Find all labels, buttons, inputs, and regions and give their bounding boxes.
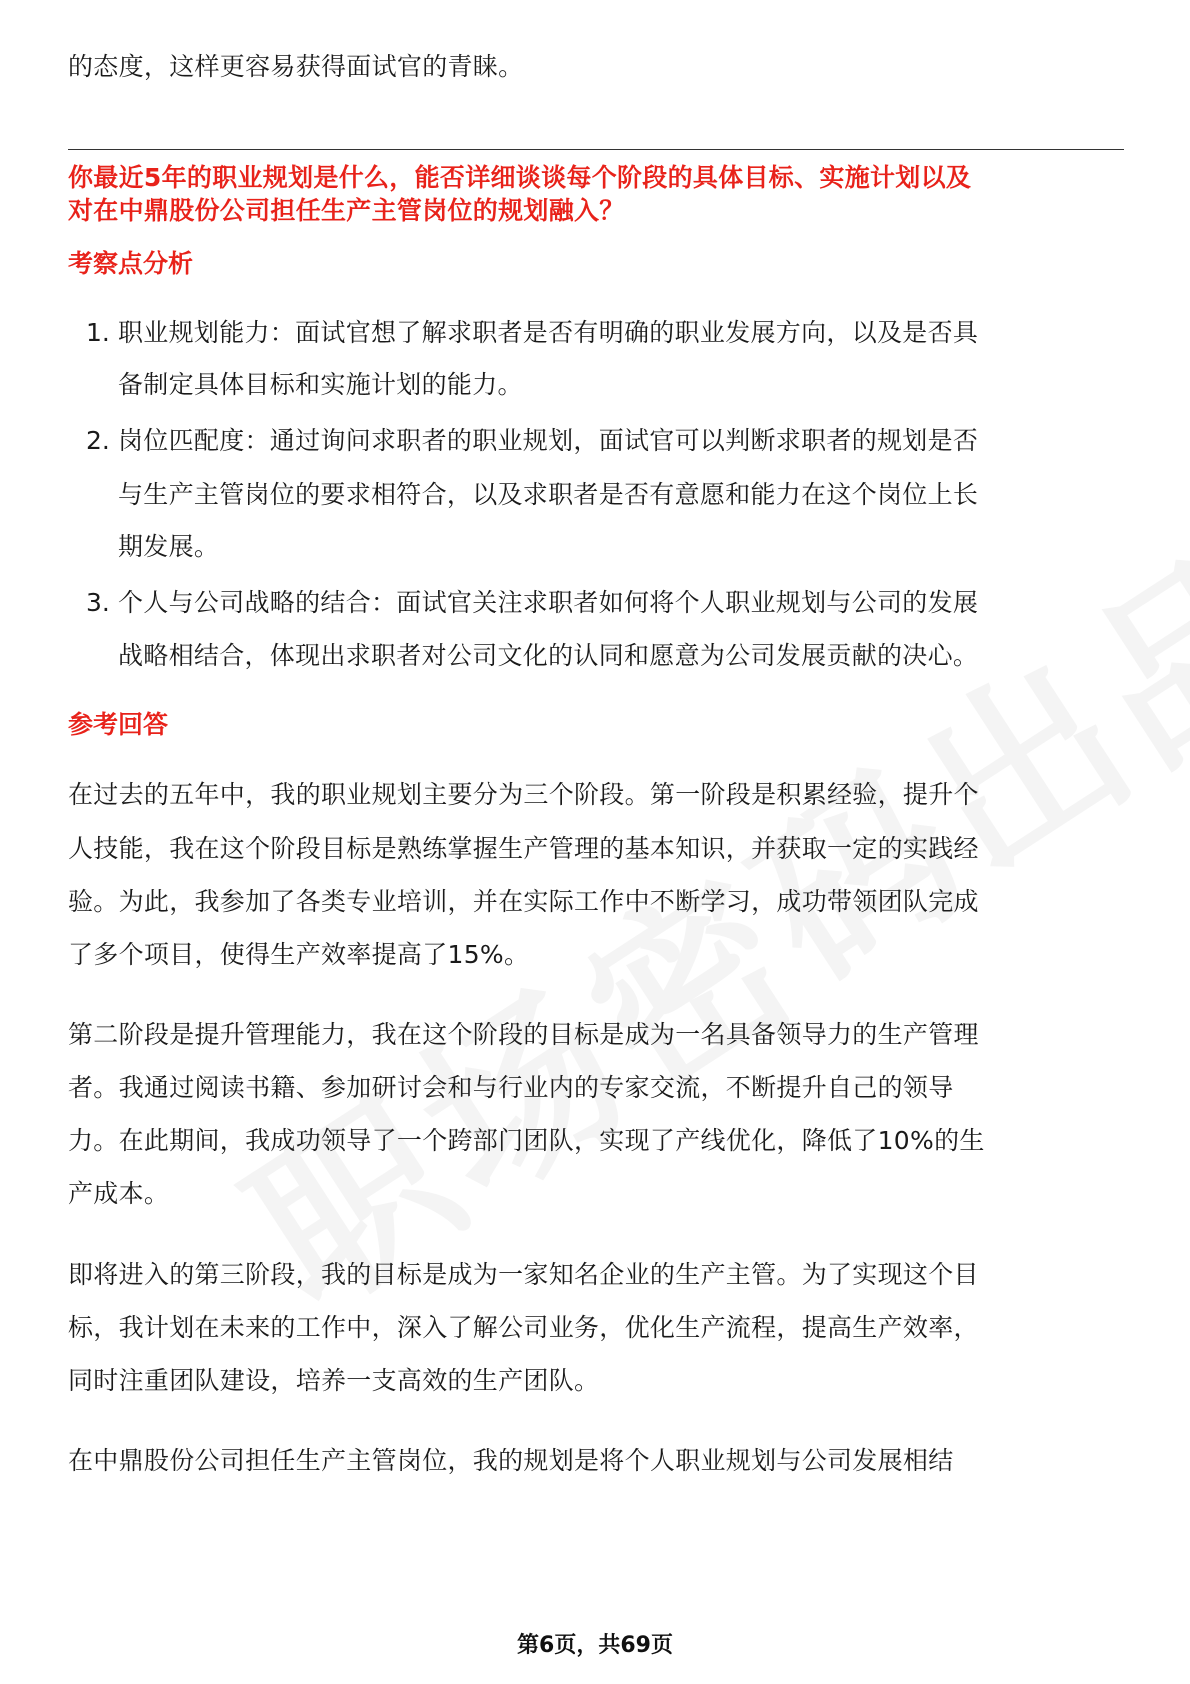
analysis-item-2-line-3: 期发展。 [118, 532, 220, 561]
answer-paragraph-1-line-3: 验。为此，我参加了各类专业培训，并在实际工作中不断学习，成功带领团队完成 [68, 887, 979, 916]
section-divider [68, 149, 1124, 150]
page-footer: 第6页，共69页 [517, 1633, 673, 1658]
answer-paragraph-3-line-3: 同时注重团队建设，培养一支高效的生产团队。 [68, 1366, 600, 1395]
answer-paragraph-2-line-2: 者。我通过阅读书籍、参加研讨会和与行业内的专家交流，不断提升自己的领导 [68, 1073, 954, 1102]
intro-tail-text: 的态度，这样更容易获得面试官的青睐。 [68, 52, 524, 81]
answer-paragraph-1-line-4: 了多个项目，使得生产效率提高了15%。 [68, 940, 530, 969]
analysis-item-3-number: 3. [86, 588, 110, 617]
analysis-item-2-line-2: 与生产主管岗位的要求相符合，以及求职者是否有意愿和能力在这个岗位上长 [118, 480, 979, 509]
answer-paragraph-3-line-2: 标，我计划在未来的工作中，深入了解公司业务，优化生产流程，提高生产效率， [68, 1313, 979, 1342]
answer-heading: 参考回答 [68, 710, 169, 739]
analysis-item-1-line-2: 备制定具体目标和实施计划的能力。 [118, 370, 523, 399]
question-line-1: 你最近5年的职业规划是什么，能否详细谈谈每个阶段的具体目标、实施计划以及 [68, 163, 972, 192]
answer-paragraph-2-line-3: 力。在此期间，我成功领导了一个跨部门团队，实现了产线优化，降低了10%的生 [68, 1126, 985, 1155]
question-line-2: 对在中鼎股份公司担任生产主管岗位的规划融入？ [68, 196, 625, 225]
answer-paragraph-2-line-1: 第二阶段是提升管理能力，我在这个阶段的目标是成为一名具备领导力的生产管理 [68, 1020, 979, 1049]
analysis-item-3-line-1: 个人与公司战略的结合：面试官关注求职者如何将个人职业规划与公司的发展 [118, 588, 979, 617]
analysis-heading: 考察点分析 [68, 249, 194, 278]
answer-paragraph-1-line-1: 在过去的五年中，我的职业规划主要分为三个阶段。第一阶段是积累经验，提升个 [68, 780, 979, 809]
answer-paragraph-2-line-4: 产成本。 [68, 1179, 170, 1208]
analysis-item-2-number: 2. [86, 426, 110, 455]
analysis-item-1-line-1: 职业规划能力：面试官想了解求职者是否有明确的职业发展方向，以及是否具 [118, 318, 979, 347]
analysis-item-1-number: 1. [86, 318, 110, 347]
analysis-item-3-line-2: 战略相结合，体现出求职者对公司文化的认同和愿意为公司发展贡献的决心。 [118, 641, 979, 670]
answer-paragraph-4-line-1: 在中鼎股份公司担任生产主管岗位，我的规划是将个人职业规划与公司发展相结 [68, 1446, 954, 1475]
answer-paragraph-3-line-1: 即将进入的第三阶段，我的目标是成为一家知名企业的生产主管。为了实现这个目 [68, 1260, 979, 1289]
analysis-item-2-line-1: 岗位匹配度：通过询问求职者的职业规划，面试官可以判断求职者的规划是否 [118, 426, 979, 455]
answer-paragraph-1-line-2: 人技能，我在这个阶段目标是熟练掌握生产管理的基本知识，并获取一定的实践经 [68, 834, 979, 863]
